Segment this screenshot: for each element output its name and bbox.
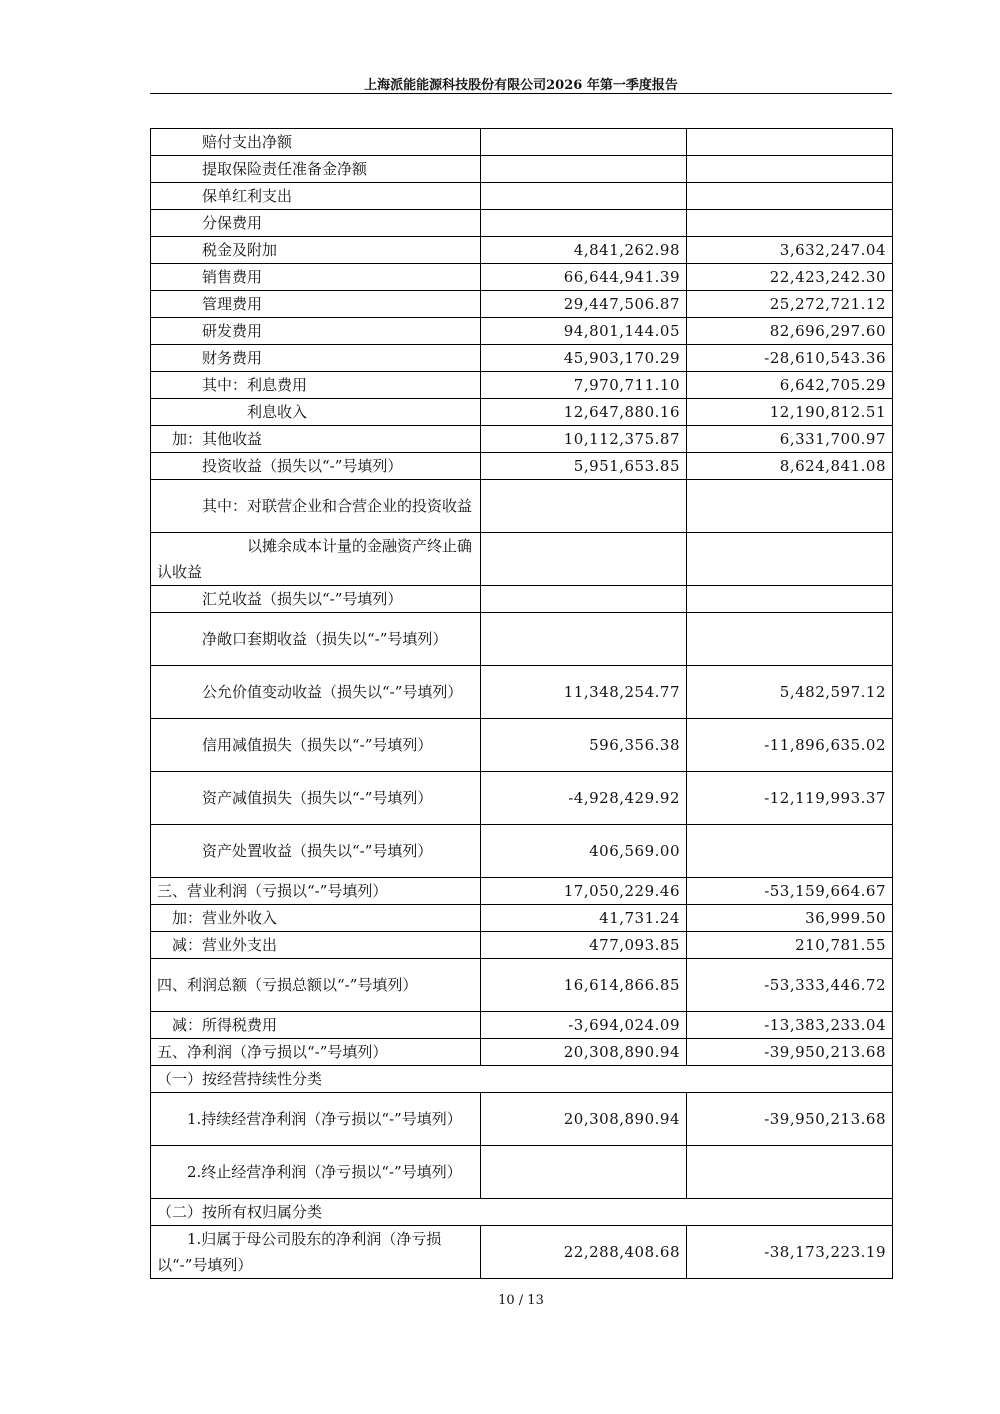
prior-period-value (687, 586, 893, 613)
table-row (151, 613, 893, 666)
row-label: 管理费用 (151, 291, 481, 318)
table-row (151, 129, 893, 156)
current-period-value: -4,928,429.92 (481, 772, 687, 825)
row-label: 加：其他收益 (151, 426, 481, 453)
current-period-value: 5,951,653.85 (481, 453, 687, 480)
current-period-value (481, 1146, 687, 1199)
table-row (151, 210, 893, 237)
row-label: 销售费用 (151, 264, 481, 291)
table-row (151, 183, 893, 210)
row-label: 分保费用 (151, 210, 481, 237)
table-row (151, 959, 893, 1012)
row-label: 1.持续经营净利润（净亏损以“-”号填列） (151, 1093, 481, 1146)
current-period-value (481, 156, 687, 183)
prior-period-value: -39,950,213.68 (687, 1093, 893, 1146)
current-period-value (481, 480, 687, 533)
prior-period-value: -39,950,213.68 (687, 1039, 893, 1066)
prior-period-value (687, 825, 893, 878)
current-period-value: 406,569.00 (481, 825, 687, 878)
prior-period-value: 3,632,247.04 (687, 237, 893, 264)
prior-period-value: -53,159,664.67 (687, 878, 893, 905)
table-row (151, 345, 893, 372)
row-label: 四、利润总额（亏损总额以“-”号填列） (151, 959, 481, 1012)
current-period-value: 66,644,941.39 (481, 264, 687, 291)
table-row (151, 772, 893, 825)
prior-period-value (687, 129, 893, 156)
prior-period-value: 6,331,700.97 (687, 426, 893, 453)
current-period-value: 20,308,890.94 (481, 1093, 687, 1146)
table-row (151, 237, 893, 264)
table-row (151, 878, 893, 905)
row-label: 赔付支出净额 (151, 129, 481, 156)
row-label: 资产减值损失（损失以“-”号填列） (151, 772, 481, 825)
row-label: 以摊余成本计量的金融资产终止确认收益 (151, 533, 481, 586)
current-period-value: 41,731.24 (481, 905, 687, 932)
current-period-value: 596,356.38 (481, 719, 687, 772)
prior-period-value: 5,482,597.12 (687, 666, 893, 719)
row-label: 资产处置收益（损失以“-”号填列） (151, 825, 481, 878)
row-label: 汇兑收益（损失以“-”号填列） (151, 586, 481, 613)
table-row (151, 1146, 893, 1199)
row-label: （二）按所有权归属分类 (151, 1199, 893, 1226)
prior-period-value: 210,781.55 (687, 932, 893, 959)
current-period-value: 29,447,506.87 (481, 291, 687, 318)
prior-period-value: 12,190,812.51 (687, 399, 893, 426)
table-row (151, 264, 893, 291)
table-row (151, 719, 893, 772)
prior-period-value (687, 613, 893, 666)
prior-period-value (687, 480, 893, 533)
table-row (151, 905, 893, 932)
row-label: 财务费用 (151, 345, 481, 372)
current-period-value: 22,288,408.68 (481, 1226, 687, 1279)
table-row (151, 372, 893, 399)
page-number: 10 / 13 (498, 1293, 544, 1308)
row-label: 净敞口套期收益（损失以“-”号填列） (151, 613, 481, 666)
row-label: 三、营业利润（亏损以“-”号填列） (151, 878, 481, 905)
current-period-value (481, 533, 687, 586)
row-label: 2.终止经营净利润（净亏损以“-”号填列） (151, 1146, 481, 1199)
current-period-value (481, 129, 687, 156)
table-row (151, 453, 893, 480)
prior-period-value (687, 210, 893, 237)
table-row (151, 825, 893, 878)
current-period-value: 16,614,866.85 (481, 959, 687, 1012)
current-period-value: 20,308,890.94 (481, 1039, 687, 1066)
current-period-value: 17,050,229.46 (481, 878, 687, 905)
prior-period-value: 6,642,705.29 (687, 372, 893, 399)
current-period-value: 10,112,375.87 (481, 426, 687, 453)
table-row (151, 1226, 893, 1279)
current-period-value: 12,647,880.16 (481, 399, 687, 426)
row-label: 投资收益（损失以“-”号填列） (151, 453, 481, 480)
row-label: 税金及附加 (151, 237, 481, 264)
prior-period-value: -38,173,223.19 (687, 1226, 893, 1279)
current-period-value: 94,801,144.05 (481, 318, 687, 345)
current-period-value: 11,348,254.77 (481, 666, 687, 719)
row-label: 减：所得税费用 (151, 1012, 481, 1039)
current-period-value: 7,970,711.10 (481, 372, 687, 399)
current-period-value (481, 613, 687, 666)
row-label: 保单红利支出 (151, 183, 481, 210)
table-row (151, 1012, 893, 1039)
prior-period-value: -12,119,993.37 (687, 772, 893, 825)
prior-period-value: 8,624,841.08 (687, 453, 893, 480)
current-period-value: -3,694,024.09 (481, 1012, 687, 1039)
prior-period-value: -11,896,635.02 (687, 719, 893, 772)
prior-period-value: -28,610,543.36 (687, 345, 893, 372)
prior-period-value: 25,272,721.12 (687, 291, 893, 318)
row-label: 五、净利润（净亏损以“-”号填列） (151, 1039, 481, 1066)
row-label: 公允价值变动收益（损失以“-”号填列） (151, 666, 481, 719)
table-row (151, 586, 893, 613)
row-label: 利息收入 (151, 399, 481, 426)
income-statement-table (150, 128, 893, 1279)
current-period-value: 477,093.85 (481, 932, 687, 959)
prior-period-value (687, 156, 893, 183)
prior-period-value: -53,333,446.72 (687, 959, 893, 1012)
prior-period-value (687, 183, 893, 210)
row-label: （一）按经营持续性分类 (151, 1066, 893, 1093)
current-period-value (481, 183, 687, 210)
table-row (151, 399, 893, 426)
table-row (151, 1199, 893, 1226)
row-label: 加：营业外收入 (151, 905, 481, 932)
row-label: 研发费用 (151, 318, 481, 345)
header-divider (150, 93, 892, 94)
prior-period-value (687, 1146, 893, 1199)
prior-period-value: -13,383,233.04 (687, 1012, 893, 1039)
prior-period-value: 82,696,297.60 (687, 318, 893, 345)
table-row (151, 533, 893, 586)
prior-period-value: 22,423,242.30 (687, 264, 893, 291)
table-row (151, 666, 893, 719)
row-label: 提取保险责任准备金净额 (151, 156, 481, 183)
prior-period-value (687, 533, 893, 586)
row-label: 信用减值损失（损失以“-”号填列） (151, 719, 481, 772)
table-row (151, 1093, 893, 1146)
prior-period-value: 36,999.50 (687, 905, 893, 932)
table-row (151, 291, 893, 318)
row-label: 其中：对联营企业和合营企业的投资收益 (151, 480, 481, 533)
table-row (151, 318, 893, 345)
table-row (151, 1066, 893, 1093)
current-period-value (481, 586, 687, 613)
row-label: 1.归属于母公司股东的净利润（净亏损以“-”号填列） (151, 1226, 481, 1279)
table-row (151, 480, 893, 533)
current-period-value (481, 210, 687, 237)
table-row (151, 426, 893, 453)
page-header-title: 上海派能能源科技股份有限公司2026 年第一季度报告 (364, 78, 678, 93)
table-row (151, 932, 893, 959)
row-label: 其中：利息费用 (151, 372, 481, 399)
table-row (151, 156, 893, 183)
current-period-value: 4,841,262.98 (481, 237, 687, 264)
row-label: 减：营业外支出 (151, 932, 481, 959)
income-statement-body (151, 129, 893, 1279)
current-period-value: 45,903,170.29 (481, 345, 687, 372)
table-row (151, 1039, 893, 1066)
